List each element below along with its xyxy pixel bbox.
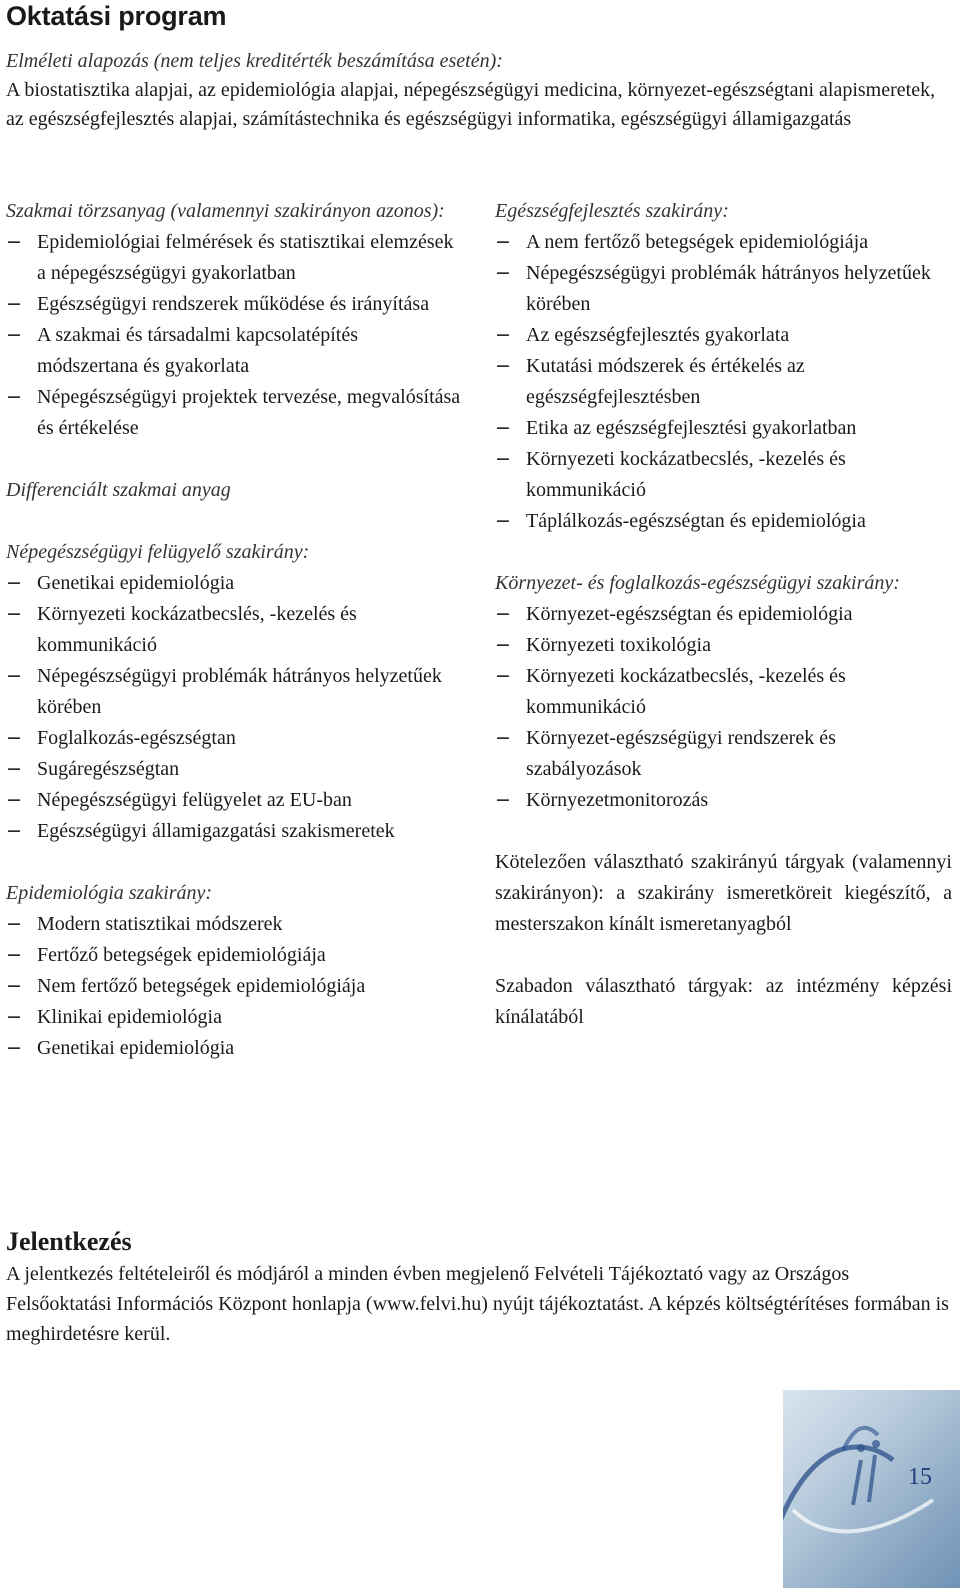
- list-item: − Környezeti kockázatbecslés, -kezelés és kommunikáció: [495, 444, 952, 506]
- list-item: − Genetikai epidemiológia: [6, 568, 462, 599]
- application-text: A jelentkezés feltételeiről és módjáról a minden évben megjelenő Felvételi Tájékoztató vagy az Országos Felsőoktatási Információs Központ honlapja (www.felvi.hu) nyújt tájékoztatást. A képzés költségtérítéses formában is meghirdetésre kerül.: [6, 1263, 949, 1345]
- list-item: − Sugáregészségtan: [6, 754, 462, 785]
- environment-list: [495, 599, 952, 816]
- list-item: − A nem fertőző betegségek epidemiológiája: [495, 227, 952, 258]
- list-item: − Egészségügyi államigazgatási szakismeretek: [6, 816, 462, 847]
- free-electives: Szabadon választható tárgyak: az intézmény képzési kínálatából: [495, 975, 952, 1028]
- core-heading: Szakmai törzsanyag (valamennyi szakirányon azonos):: [6, 200, 445, 222]
- theory-foundation: [6, 47, 952, 134]
- list-item: − Környezet-egészségtan és epidemiológia: [495, 599, 952, 630]
- list-item: − Környezetmonitorozás: [495, 785, 952, 816]
- list-item: − Környezeti kockázatbecslés, -kezelés és kommunikáció: [495, 661, 952, 723]
- list-item: − Genetikai epidemiológia: [6, 1033, 462, 1064]
- list-item: − Modern statisztikai módszerek: [6, 909, 462, 940]
- theory-text: A biostatisztika alapjai, az epidemiológia alapjai, népegészségügyi medicina, környezet-egészségtani alapismeretek, az egészségfejlesztés alapjai, számítástechnika és egészségügyi informatika, egészségügyi államigazgatás: [6, 79, 936, 130]
- list-item: − Környezet-egészségügyi rendszerek és szabályozások: [495, 723, 952, 785]
- corner-logo-panel: [783, 1390, 960, 1588]
- list-item: − Klinikai epidemiológia: [6, 1002, 462, 1033]
- list-item: − Kutatási módszerek és értékelés az egészségfejlesztésben: [495, 351, 952, 413]
- application-section: [6, 1225, 952, 1349]
- list-item: − Etika az egészségfejlesztési gyakorlatban: [495, 413, 952, 444]
- theory-heading: Elméleti alapozás (nem teljes kreditérték beszámítása esetén):: [6, 50, 503, 72]
- list-item: − Egészségügyi rendszerek működése és irányítása: [6, 289, 462, 320]
- list-item: − Népegészségügyi projektek tervezése, megvalósítása és értékelése: [6, 382, 462, 444]
- epidemiology-heading: Epidemiológia szakirány:: [6, 882, 213, 904]
- page-title: Oktatási program: [6, 1, 227, 31]
- swoosh-logo-icon: [783, 1390, 960, 1588]
- health-promotion-list: [495, 227, 952, 537]
- environment-heading: Környezet- és foglalkozás-egészségügyi szakirány:: [495, 572, 900, 594]
- inspector-heading: Népegészségügyi felügyelő szakirány:: [6, 541, 310, 563]
- list-item: − Környezeti kockázatbecslés, -kezelés és kommunikáció: [6, 599, 462, 661]
- list-item: − Nem fertőző betegségek epidemiológiája: [6, 971, 462, 1002]
- application-heading: Jelentkezés: [6, 1227, 132, 1256]
- document-page: [6, 0, 952, 1345]
- left-column: [6, 196, 462, 1064]
- list-item: − Epidemiológiai felmérések és statisztikai elemzések a népegészségügyi gyakorlatban: [6, 227, 462, 289]
- list-item: − A szakmai és társadalmi kapcsolatépítés módszertana és gyakorlata: [6, 320, 462, 382]
- inspector-list: [6, 568, 462, 847]
- right-column: [495, 196, 952, 1033]
- program-columns: [6, 196, 952, 1206]
- page-number: 15: [908, 1464, 932, 1490]
- epidemiology-list: [6, 909, 462, 1064]
- list-item: − Táplálkozás-egészségtan és epidemiológia: [495, 506, 952, 537]
- differentiated-heading: Differenciált szakmai anyag: [6, 479, 231, 501]
- list-item: − Környezeti toxikológia: [495, 630, 952, 661]
- list-item: − Népegészségügyi problémák hátrányos helyzetűek körében: [495, 258, 952, 320]
- list-item: − Népegészségügyi felügyelet az EU-ban: [6, 785, 462, 816]
- mandatory-electives: Kötelezően választható szakirányú tárgyak (valamennyi szakirányon): a szakirány ismeretköreit kiegészítő, a mesterszakon kínált ismeretanyagból: [495, 851, 952, 935]
- core-list: [6, 227, 462, 444]
- health-promotion-heading: Egészségfejlesztés szakirány:: [495, 200, 729, 222]
- list-item: − Fertőző betegségek epidemiológiája: [6, 940, 462, 971]
- list-item: − Foglalkozás-egészségtan: [6, 723, 462, 754]
- list-item: − Népegészségügyi problémák hátrányos helyzetűek körében: [6, 661, 462, 723]
- list-item: − Az egészségfejlesztés gyakorlata: [495, 320, 952, 351]
